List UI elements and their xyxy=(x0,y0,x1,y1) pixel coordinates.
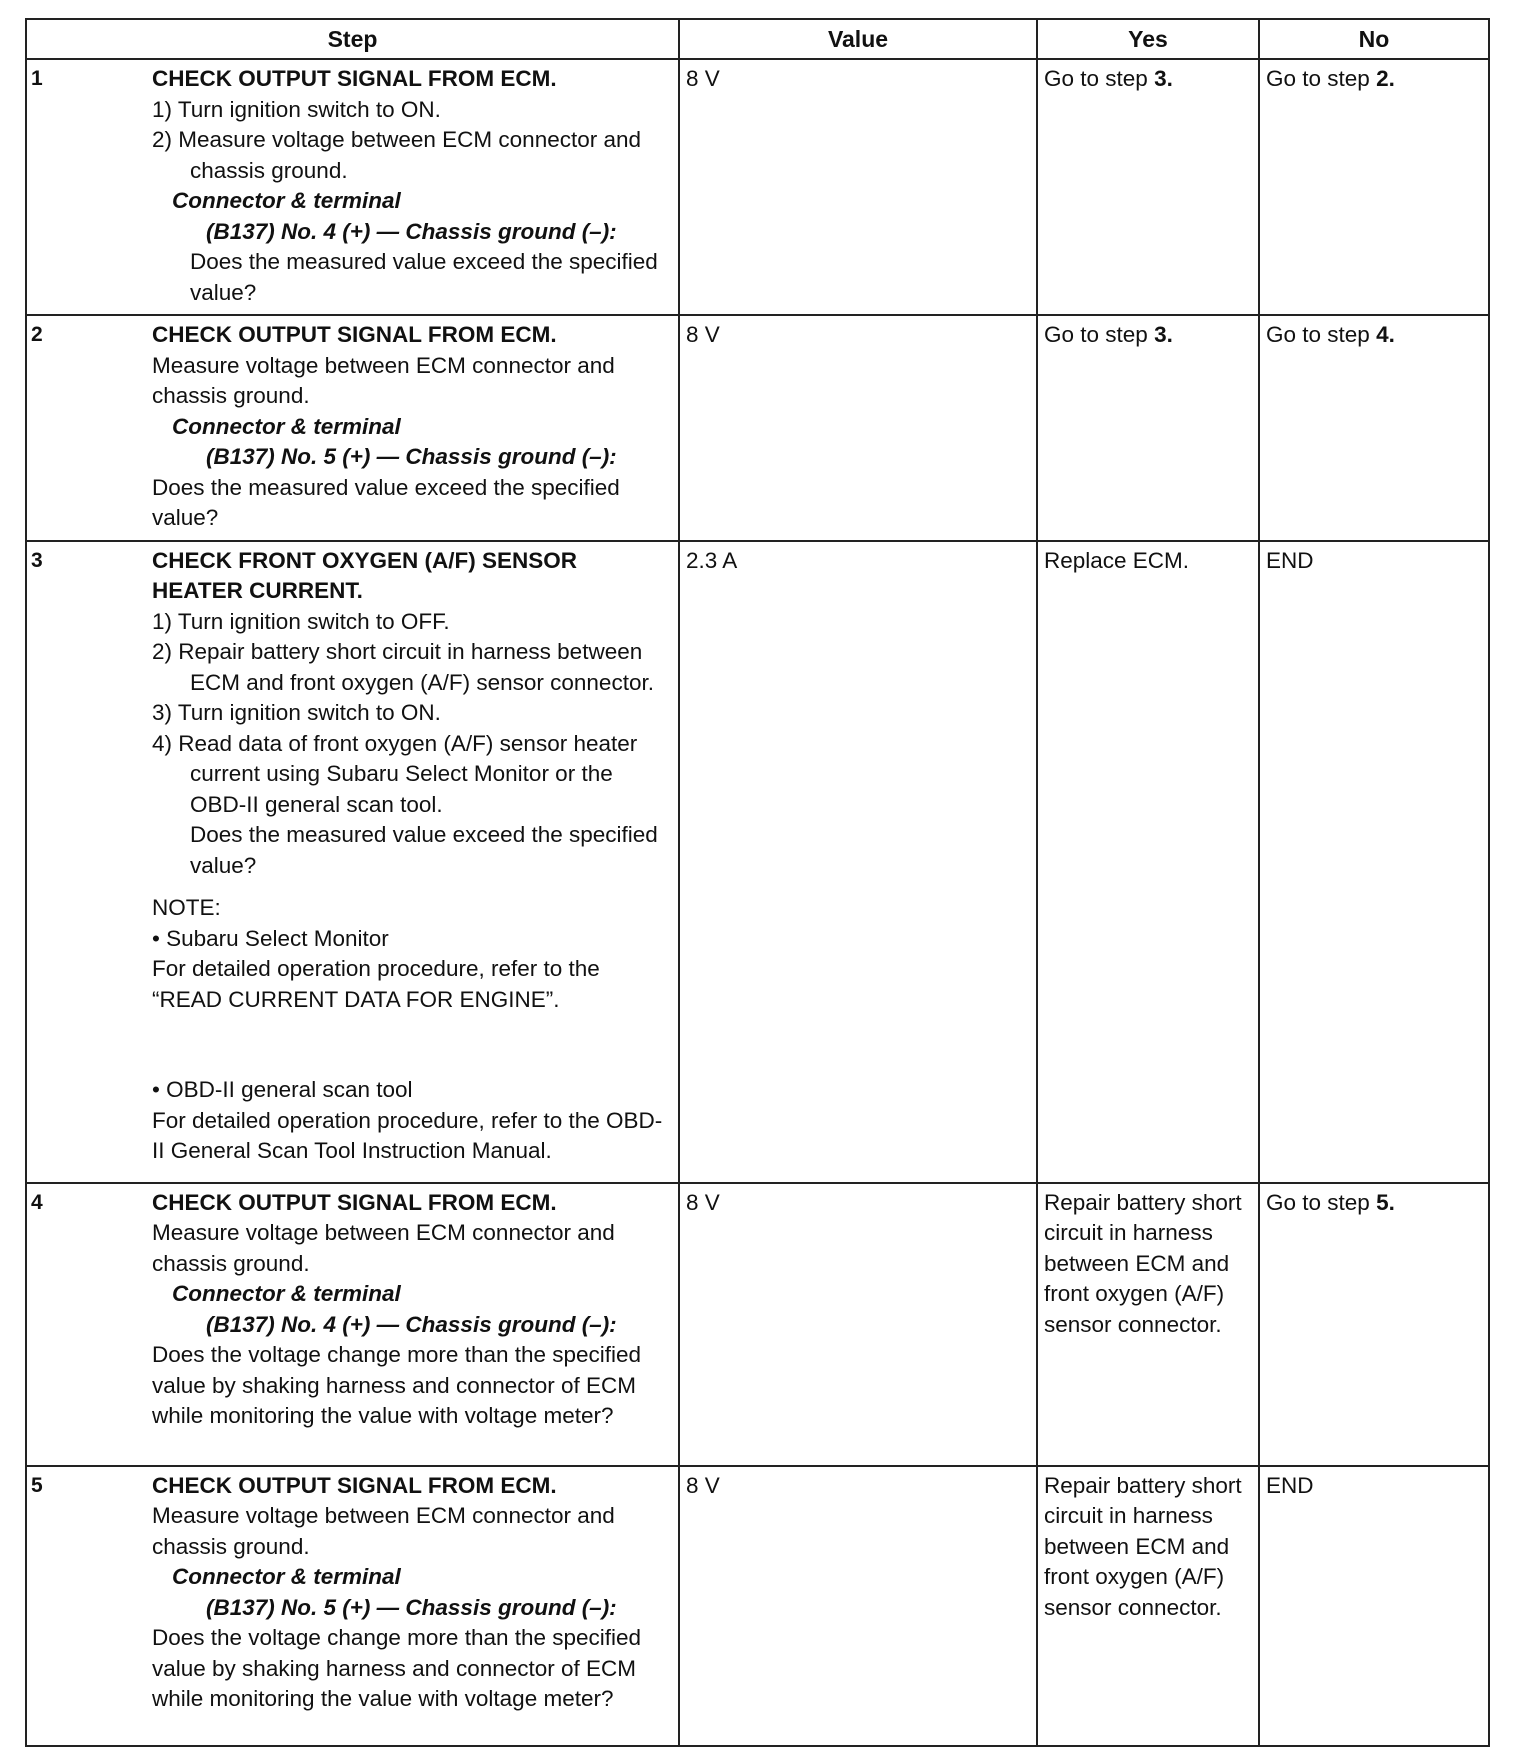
yes-step-ref: 3. xyxy=(1154,66,1173,91)
step-cell xyxy=(26,1466,679,1746)
yes-cell: Replace ECM. xyxy=(1037,541,1259,1183)
no-cell xyxy=(1259,59,1489,315)
no-cell: END xyxy=(1259,541,1489,1183)
step-text: Measure voltage between ECM connector and chassis ground. xyxy=(152,1220,615,1276)
step-question: Does the measured value exceed the specified value? xyxy=(190,249,658,305)
value-cell: 8 V xyxy=(679,1466,1037,1746)
no-text: Go to step xyxy=(1266,1189,1377,1215)
step-number: 5 xyxy=(31,1473,43,1497)
header-value: Value xyxy=(679,19,1037,59)
step-number: 4 xyxy=(31,1190,43,1214)
value-cell: 2.3 A xyxy=(679,541,1037,1183)
step-cell xyxy=(26,1183,679,1466)
header-no: No xyxy=(1259,19,1489,59)
connector-label: Connector & terminal xyxy=(172,413,401,439)
step-item: 3) Turn ignition switch to ON. xyxy=(152,700,441,725)
no-cell: END xyxy=(1259,1466,1489,1746)
step-item: 1) Turn ignition switch to OFF. xyxy=(152,608,450,634)
no-text: Go to step xyxy=(1266,322,1377,347)
note-text: For detailed operation procedure, refer to the “READ CURRENT DATA FOR ENGINE”. xyxy=(152,956,600,1012)
table-row xyxy=(26,315,1489,541)
yes-cell xyxy=(1037,315,1259,541)
value-cell: 8 V xyxy=(679,315,1037,541)
no-step-ref: 5. xyxy=(1376,1189,1395,1215)
header-yes: Yes xyxy=(1037,19,1259,59)
no-cell xyxy=(1259,1183,1489,1466)
yes-text: Go to step xyxy=(1044,66,1155,91)
yes-cell: Repair battery short circuit in harness between ECM and front oxygen (A/F) sensor connector. xyxy=(1037,1466,1259,1746)
step-text: Measure voltage between ECM connector and chassis ground. xyxy=(152,1503,615,1559)
yes-step-ref: 3. xyxy=(1154,322,1173,347)
step-item: 1) Turn ignition switch to ON. xyxy=(152,96,441,122)
step-question: Does the voltage change more than the specified value by shaking harness and connector of ECM while monitoring the value with voltage meter? xyxy=(152,1342,642,1428)
terminal-spec: (B137) No. 4 (+) — Chassis ground (–): xyxy=(206,1311,617,1337)
yes-cell xyxy=(1037,59,1259,315)
note-label: NOTE: xyxy=(152,895,221,920)
value-cell: 8 V xyxy=(679,1183,1037,1466)
yes-cell: Repair battery short circuit in harness between ECM and front oxygen (A/F) sensor connector. xyxy=(1037,1183,1259,1466)
no-step-ref: 2. xyxy=(1376,66,1395,91)
table-row xyxy=(26,1466,1489,1746)
step-question: Does the measured value exceed the specified value? xyxy=(152,474,620,530)
step-title: CHECK OUTPUT SIGNAL FROM ECM. xyxy=(152,1189,557,1215)
step-title: CHECK FRONT OXYGEN (A/F) SENSOR HEATER CURRENT. xyxy=(152,547,578,603)
step-item: 4) Read data of front oxygen (A/F) sensor heater current using Subaru Select Monitor or the OBD-II general scan tool. xyxy=(152,730,638,817)
connector-label: Connector & terminal xyxy=(172,188,401,213)
value-cell: 8 V xyxy=(679,59,1037,315)
step-cell xyxy=(26,59,679,315)
step-item: 2) Measure voltage between ECM connector and chassis ground. xyxy=(152,127,642,183)
step-text: Measure voltage between ECM connector and chassis ground. xyxy=(152,352,615,408)
connector-label: Connector & terminal xyxy=(172,1281,401,1306)
table-row xyxy=(26,541,1489,1183)
no-text: Go to step xyxy=(1266,66,1377,91)
step-title: CHECK OUTPUT SIGNAL FROM ECM. xyxy=(152,322,557,347)
step-number: 3 xyxy=(31,548,43,572)
step-title: CHECK OUTPUT SIGNAL FROM ECM. xyxy=(152,1472,557,1498)
table-row xyxy=(26,59,1489,315)
step-item: 2) Repair battery short circuit in harness between ECM and front oxygen (A/F) sensor connector. xyxy=(152,639,654,695)
step-cell xyxy=(26,541,679,1183)
diagnostic-procedure-table xyxy=(25,18,1490,1747)
header-step: Step xyxy=(26,19,679,59)
step-cell xyxy=(26,315,679,541)
connector-label: Connector & terminal xyxy=(172,1564,401,1589)
no-step-ref: 4. xyxy=(1376,322,1395,347)
table-header-row xyxy=(26,19,1489,59)
note-bullet: • Subaru Select Monitor xyxy=(152,925,389,951)
step-title: CHECK OUTPUT SIGNAL FROM ECM. xyxy=(152,66,557,91)
terminal-spec: (B137) No. 5 (+) — Chassis ground (–): xyxy=(206,1594,617,1620)
step-number: 2 xyxy=(31,323,43,346)
step-question: Does the measured value exceed the specified value? xyxy=(190,822,658,878)
yes-text: Go to step xyxy=(1044,322,1155,347)
note-bullet: • OBD-II general scan tool xyxy=(152,1077,413,1102)
terminal-spec: (B137) No. 5 (+) — Chassis ground (–): xyxy=(206,444,617,469)
note-text: For detailed operation procedure, refer to the OBD-II General Scan Tool Instruction Manual. xyxy=(152,1107,663,1163)
table-row xyxy=(26,1183,1489,1466)
no-cell xyxy=(1259,315,1489,541)
terminal-spec: (B137) No. 4 (+) — Chassis ground (–): xyxy=(206,218,617,244)
step-question: Does the voltage change more than the specified value by shaking harness and connector of ECM while monitoring the value with voltage meter? xyxy=(152,1625,642,1711)
step-number: 1 xyxy=(31,67,43,90)
